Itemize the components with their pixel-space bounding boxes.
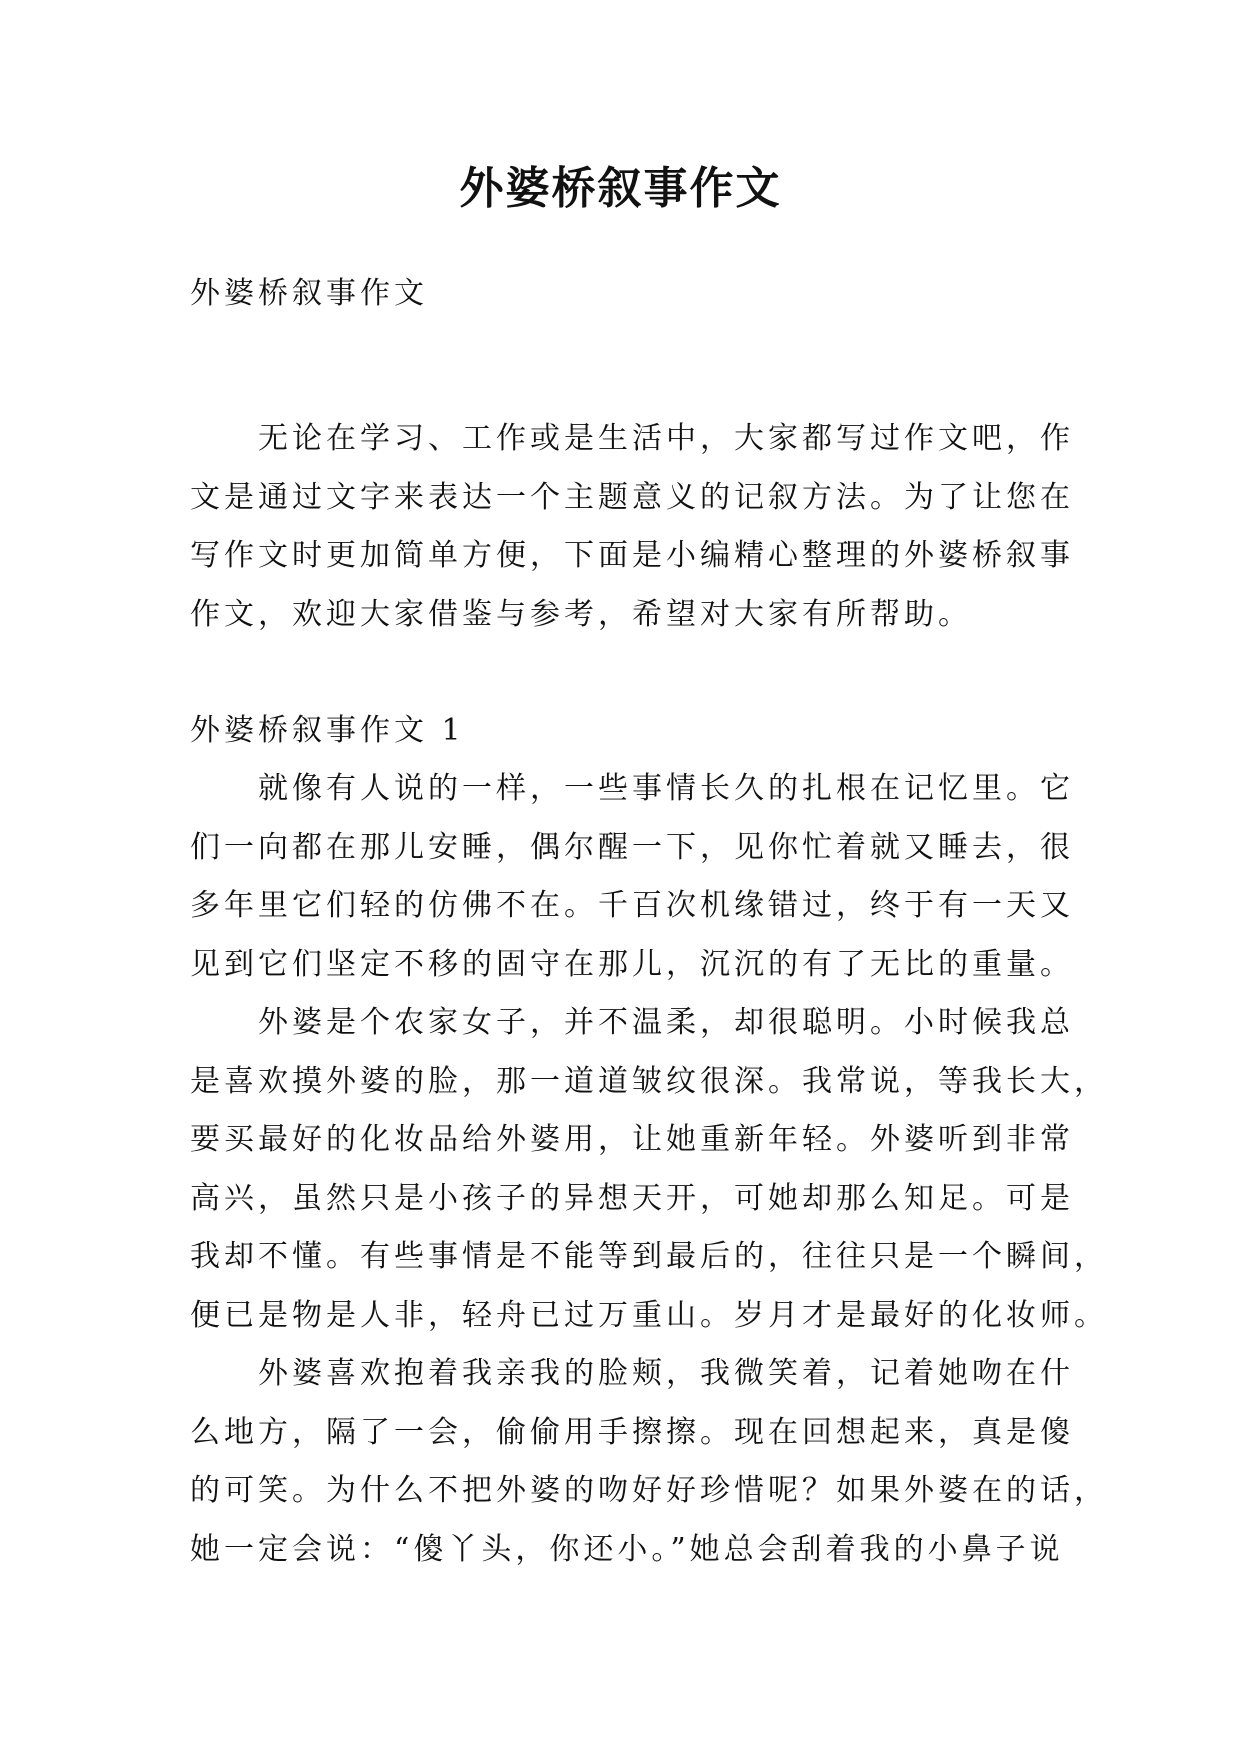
body-line: 高兴，虽然只是小孩子的异想天开，可她却那么知足。可是: [190, 1181, 1074, 1216]
section-heading: 外婆桥叙事作文 1: [190, 713, 465, 748]
body-line: 见到它们坚定不移的固守在那儿，沉沉的有了无比的重量。: [190, 947, 1074, 982]
body-line: 的可笑。为什么不把外婆的吻好好珍惜呢？如果外婆在的话，: [190, 1473, 1108, 1508]
intro-line: 作文，欢迎大家借鉴与参考，希望对大家有所帮助。: [190, 597, 972, 632]
body-line: 们一向都在那儿安睡，偶尔醒一下，见你忙着就又睡去，很: [190, 830, 1074, 865]
body-line: 外婆是个农家女子，并不温柔，却很聪明。小时候我总: [190, 1005, 1074, 1040]
body-line: 我却不懂。有些事情是不能等到最后的，往往只是一个瞬间，: [190, 1239, 1108, 1274]
body-line: 要买最好的化妆品给外婆用，让她重新年轻。外婆听到非常: [190, 1122, 1074, 1157]
document-subtitle: 外婆桥叙事作文: [190, 276, 428, 311]
body-line: 便已是物是人非，轻舟已过万重山。岁月才是最好的化妆师。: [190, 1298, 1108, 1333]
body-line: 多年里它们轻的仿佛不在。千百次机缘错过，终于有一天又: [190, 888, 1074, 923]
body-line: 就像有人说的一样，一些事情长久的扎根在记忆里。它: [190, 771, 1074, 806]
body-line: 她一定会说：“傻丫头，你还小。”她总会刮着我的小鼻子说: [190, 1532, 1064, 1567]
intro-line: 文是通过文字来表达一个主题意义的记叙方法。为了让您在: [190, 480, 1074, 515]
intro-line: 写作文时更加简单方便，下面是小编精心整理的外婆桥叙事: [190, 538, 1074, 573]
body-line: 是喜欢摸外婆的脸，那一道道皱纹很深。我常说，等我长大，: [190, 1064, 1108, 1099]
body-line: 外婆喜欢抱着我亲我的脸颊，我微笑着，记着她吻在什: [190, 1356, 1074, 1391]
body-line: 么地方，隔了一会，偷偷用手擦擦。现在回想起来，真是傻: [190, 1415, 1074, 1450]
document-title: 外婆桥叙事作文: [459, 163, 782, 214]
intro-line: 无论在学习、工作或是生活中，大家都写过作文吧，作: [190, 421, 1074, 456]
